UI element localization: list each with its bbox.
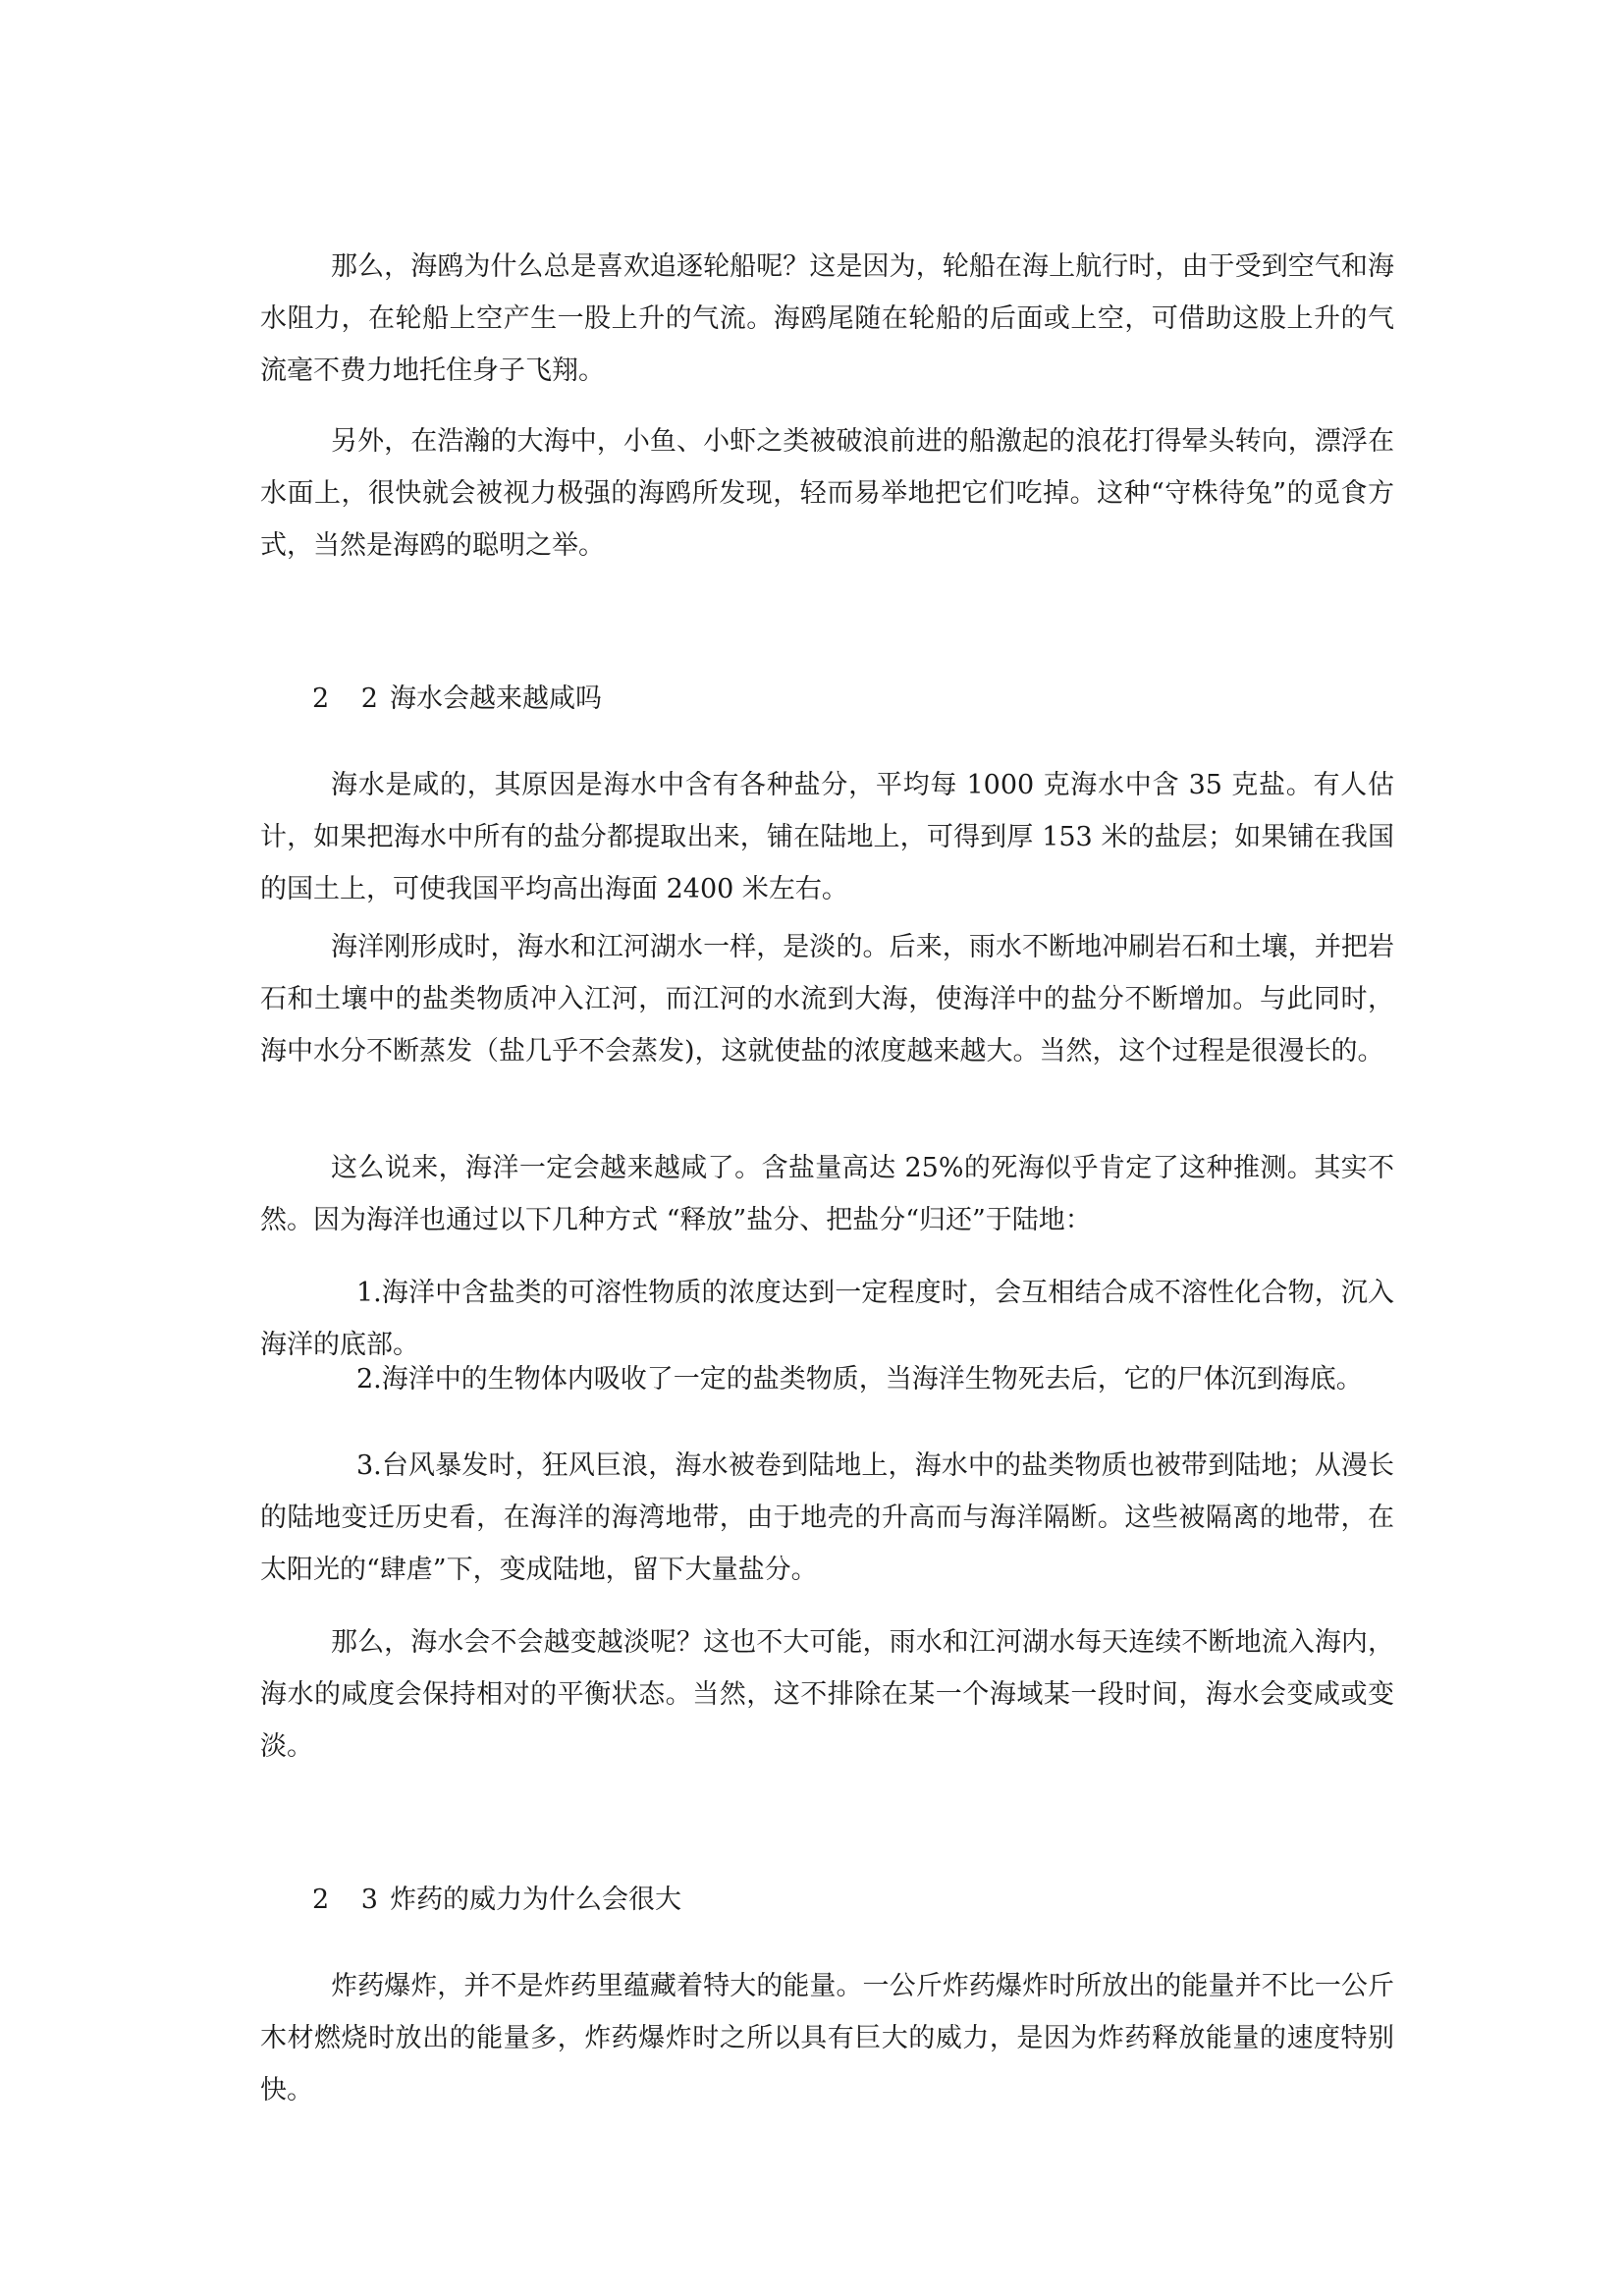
section-heading-23 <box>312 1874 681 1926</box>
paragraph-seagull-feeding: 另外，在浩瀚的大海中，小鱼、小虾之类被破浪前进的船激起的浪花打得晕头转向，漂浮在水面上，很快就会被视力极强的海鸥所发现，轻而易举地把它们吃掉。这种“守株待兔”的觅食方式，当然是海鸥的聪明之举。 <box>260 426 1394 561</box>
paragraph-salinity-question: 这么说来，海洋一定会越来越咸了。含盐量高达 25%的死海似乎肯定了这种推测。其实不然。因为海洋也通过以下几种方式 “释放”盐分、把盐分“归还”于陆地： <box>260 1153 1394 1235</box>
paragraph-ocean-formation: 海洋刚形成时，海水和江河湖水一样，是淡的。后来，雨水不断地冲刷岩石和土壤，并把岩石和土壤中的盐类物质冲入江河，而江河的水流到大海，使海洋中的盐分不断增加。与此同时，海中水分不断蒸发（盐几乎不会蒸发)，这就使盐的浓度越来越大。当然，这个过程是很漫长的。 <box>260 932 1394 1066</box>
paragraph-seagull-airflow: 那么，海鸥为什么总是喜欢追逐轮船呢？这是因为，轮船在海上航行时，由于受到空气和海水阻力，在轮船上空产生一股上升的气流。海鸥尾随在轮船的后面或上空，可借助这股上升的气流毫不费力地托住身子飞翔。 <box>260 251 1394 386</box>
paragraph-salt-content: 海水是咸的，其原因是海水中含有各种盐分，平均每 1000 克海水中含 35 克盐。有人估计，如果把海水中所有的盐分都提取出来，铺在陆地上，可得到厚 153 米的盐层；如果铺在我国的国土上，可使我国平均高出海面 2400 米左右。 <box>260 770 1394 904</box>
list-item-1: 1.海洋中含盐类的可溶性物质的浓度达到一定程度时，会互相结合成不溶性化合物，沉入海洋的底部。 <box>260 1278 1394 1360</box>
list-item-2: 2.海洋中的生物体内吸收了一定的盐类物质，当海洋生物死去后，它的尸体沉到海底。 <box>356 1364 1363 1394</box>
section-number: 2 2 <box>312 683 390 714</box>
list-item-3: 3.台风暴发时，狂风巨浪，海水被卷到陆地上，海水中的盐类物质也被带到陆地；从漫长的陆地变迁历史看，在海洋的海湾地带，由于地壳的升高而与海洋隔断。这些被隔离的地带，在太阳光的“肆虐”下，变成陆地，留下大量盐分。 <box>260 1450 1394 1585</box>
section-heading-22 <box>312 673 602 725</box>
paragraph-salinity-balance: 那么，海水会不会越变越淡呢？这也不大可能，雨水和江河湖水每天连续不断地流入海内，海水的咸度会保持相对的平衡状态。当然，这不排除在某一个海域某一段时间，海水会变咸或变淡。 <box>260 1627 1394 1762</box>
paragraph-explosive-energy: 炸药爆炸，并不是炸药里蕴藏着特大的能量。一公斤炸药爆炸时所放出的能量并不比一公斤木材燃烧时放出的能量多，炸药爆炸时之所以具有巨大的威力，是因为炸药释放能量的速度特别快。 <box>260 1971 1394 2105</box>
section-number: 2 3 <box>312 1885 390 1915</box>
section-title: 炸药的威力为什么会很大 <box>389 1885 681 1915</box>
section-title: 海水会越来越咸吗 <box>389 683 602 714</box>
